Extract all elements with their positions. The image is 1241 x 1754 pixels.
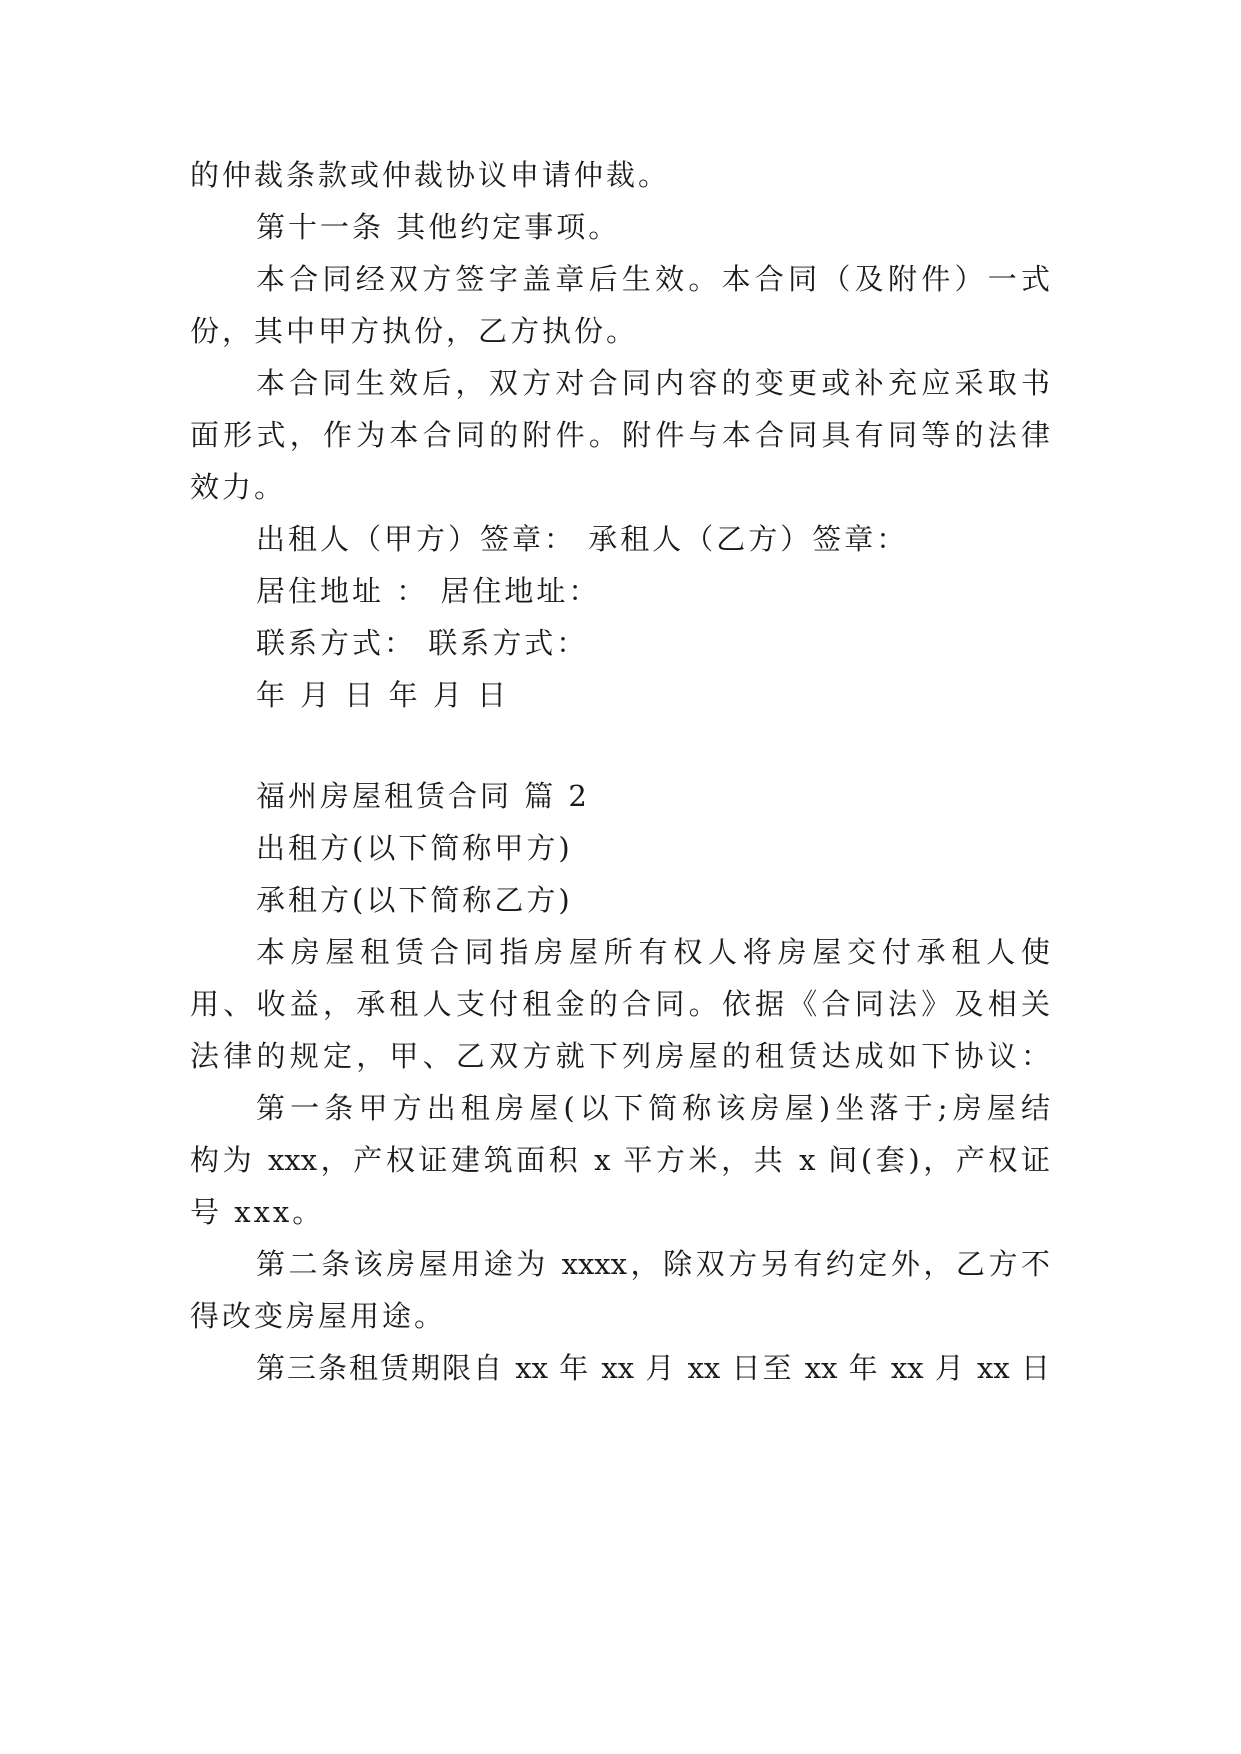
intro-line-1: 本房屋租赁合同指房屋所有权人将房屋交付承租人使 (256, 935, 1050, 969)
address-line: 居住地址 ： 居住地址： (256, 574, 601, 608)
lessor-line: 出租方(以下简称甲方) (256, 831, 573, 865)
date-line: 年 月 日 年 月 日 (256, 678, 510, 712)
effect-clause-line-2: 份，其中甲方执份，乙方执份。 (190, 314, 639, 348)
article-2-line-1: 第二条该房屋用途为 xxxx，除双方另有约定外，乙方不 (256, 1247, 1050, 1281)
amendment-clause-line-2: 面形式，作为本合同的附件。附件与本合同具有同等的法律 (190, 418, 1050, 452)
article-1-line-2: 构为 xxx，产权证建筑面积 x 平方米，共 x 间(套)，产权证 (190, 1143, 1050, 1177)
article-11-heading: 第十一条 其他约定事项。 (256, 210, 621, 244)
article-3-line-1: 第三条租赁期限自 xx 年 xx 月 xx 日至 xx 年 xx 月 xx 日 (256, 1351, 1050, 1385)
article-1-line-1: 第一条甲方出租房屋(以下简称该房屋)坐落于;房屋结 (256, 1091, 1050, 1125)
lessee-line: 承租方(以下简称乙方) (256, 883, 573, 917)
intro-line-2: 用、收益，承租人支付租金的合同。依据《合同法》及相关 (190, 987, 1050, 1021)
intro-line-3: 法律的规定，甲、乙双方就下列房屋的租赁达成如下协议： (190, 1039, 1050, 1073)
section-title: 福州房屋租赁合同 篇 2 (256, 779, 590, 813)
contact-line: 联系方式： 联系方式： (256, 626, 589, 660)
amendment-clause-line-1: 本合同生效后，双方对合同内容的变更或补充应采取书 (256, 366, 1050, 400)
signature-line: 出租人（甲方）签章： 承租人（乙方）签章： (256, 522, 909, 556)
effect-clause-line-1: 本合同经双方签字盖章后生效。本合同（及附件）一式 (256, 262, 1050, 296)
article-2-line-2: 得改变房屋用途。 (190, 1299, 447, 1333)
amendment-clause-line-3: 效力。 (190, 470, 287, 504)
article-1-line-3: 号 xxx。 (190, 1195, 325, 1229)
arbitration-clause-tail: 的仲裁条款或仲裁协议申请仲裁。 (190, 158, 671, 192)
